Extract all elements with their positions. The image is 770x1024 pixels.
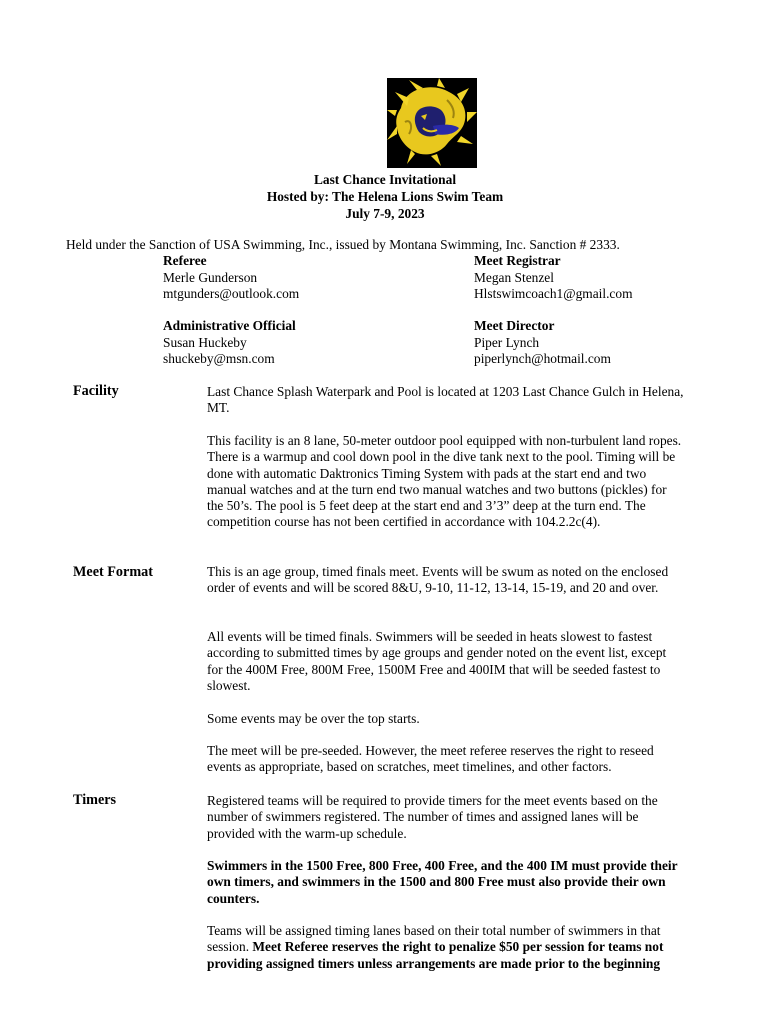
contact-role: Meet Registrar [474,253,561,268]
meet-format-preseed: The meet will be pre-seeded. However, the meet referee reserves the right to reseed events as appropriate, based on scratches, meet timelines, and other factors. [207,743,654,775]
meet-format-seeding: All events will be timed finals. Swimmers will be seeded in heats slowest to fastest according to submitted times by age groups and gender noted on the event list, except for the 400M Free, 800M Free, 1500M Free and 400IM that will be seeded fastest to slowest. [207,629,667,693]
timers-distance-events: Swimmers in the 1500 Free, 800 Free, 400 Free, and the 400 IM must provide their own timers, and swimmers in the 1500 and 800 Free must also provide their own counters. [207,858,678,906]
meet-format-heading: Meet Format [73,564,153,580]
contact-name: Susan Huckeby [163,334,247,350]
contact-email[interactable]: mtgunders@outlook.com [163,286,300,302]
contact-name: Megan Stenzel [474,269,554,285]
timers-lane-text: Teams will be assigned timing lanes based on their total number of swimmers in that session. [207,923,661,955]
timers-heading: Timers [73,792,117,808]
meet-host: Hosted by: The Helena Lions Swim Team [266,189,504,204]
facility-description: This facility is an 8 lane, 50-meter outdoor pool equipped with non-turbulent land ropes. There is a warmup and cool down pool in the dive tank next to the pool. Timing will be done with automatic Daktronics Timing System with pads at the start end and two manual watches and at the turn end two manual watches and two buttons (pickles) for the 50’s. The pool is 5 feet deep at the start end and 3’3” deep at the turn end. The competition course has not been certified in accordance with 104.2.2c(4). [207,433,682,530]
contact-role: Meet Director [474,318,555,333]
sanction-statement: Held under the Sanction of USA Swimming, Inc., issued by Montana Swimming, Inc. Sanction # 2333. [66,237,620,252]
meet-dates: July 7-9, 2023 [345,206,425,221]
timers-requirement: Registered teams will be required to provide timers for the meet events based on the number of swimmers registered. The number of times and assigned lanes will be provided with the warm-up schedule. [207,793,658,841]
timers-penalty-text: Meet Referee reserves the right to penalize $50 per session for teams not providing assigned timers unless arrangements are made prior to the beginning [207,939,664,971]
registrar-contact [474,253,632,303]
contact-email[interactable]: shuckeby@msn.com [163,351,275,367]
contact-email[interactable]: piperlynch@hotmail.com [474,351,611,367]
meet-director-contact [474,318,611,368]
meet-format-overview: This is an age group, timed finals meet. Events will be swum as noted on the enclosed order of events and will be scored 8&U, 9-10, 11-12, 13-14, 15-19, and 20 and over. [207,564,669,596]
facility-heading: Facility [73,383,119,399]
meet-header [0,171,770,222]
contact-name: Piper Lynch [474,334,540,350]
admin-official-contact [163,318,296,368]
meet-format-starts: Some events may be over the top starts. [207,711,420,726]
lion-icon [387,78,477,168]
timers-lane-assignment [207,923,685,972]
contact-role: Administrative Official [163,318,296,333]
contact-email[interactable]: Hlstswimcoach1@gmail.com [474,286,633,302]
lion-logo [387,78,477,168]
referee-contact [163,253,299,303]
meet-title: Last Chance Invitational [313,172,457,187]
contact-role: Referee [163,253,207,268]
facility-location: Last Chance Splash Waterpark and Pool is located at 1203 Last Chance Gulch in Helena, MT. [207,384,684,416]
contact-name: Merle Gunderson [163,269,258,285]
